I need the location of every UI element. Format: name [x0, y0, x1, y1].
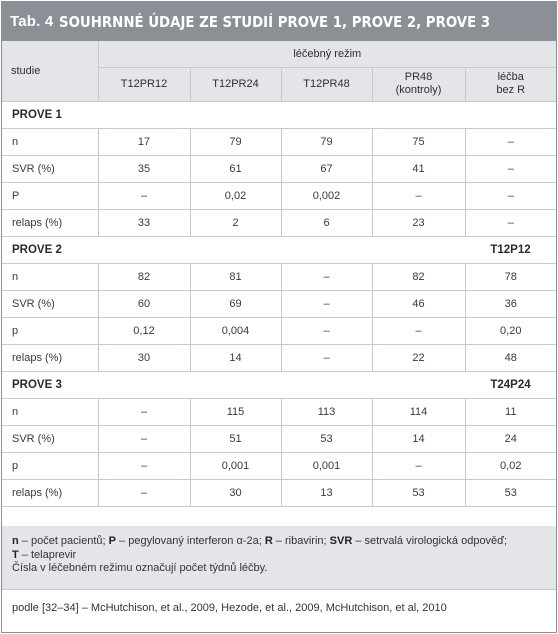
table-cell: 24: [465, 425, 556, 452]
header-arm-line1: T12PR48: [303, 77, 350, 90]
table-notes: [2, 526, 556, 590]
table-cell: 61: [190, 155, 281, 182]
table-cell: –: [98, 182, 190, 209]
table-row: [2, 182, 556, 209]
table-cell: 2: [190, 209, 281, 236]
header-arm-line1: T12PR24: [212, 77, 259, 90]
section-row: [2, 101, 556, 128]
header-arm-line2: bez R: [496, 84, 526, 96]
note-text: – ribavirin;: [272, 535, 330, 547]
table-cell: 36: [465, 290, 556, 317]
section-blank-cell: [372, 236, 465, 263]
row-label: n: [2, 263, 98, 290]
table-cell: –: [465, 209, 556, 236]
table-cell: 35: [98, 155, 190, 182]
section-blank-cell: [281, 236, 372, 263]
table-cell: 53: [281, 425, 372, 452]
note-key: T: [12, 548, 19, 561]
table-frame: [1, 1, 557, 633]
table-cell: –: [281, 317, 372, 344]
header-arm-line1: PR48: [404, 71, 433, 83]
table-cell: 33: [98, 209, 190, 236]
section-blank-cell: [281, 371, 372, 398]
row-label: SVR (%): [2, 290, 98, 317]
section-name: PROVE 1: [2, 101, 98, 128]
table-cell: 30: [98, 344, 190, 371]
table-cell: –: [281, 344, 372, 371]
table-cell: –: [372, 452, 465, 479]
table-row: [2, 209, 556, 236]
row-label: relaps (%): [2, 479, 98, 506]
table-cell: 75: [372, 128, 465, 155]
table-label: Tab. 4: [10, 13, 54, 30]
table-cell: 82: [372, 263, 465, 290]
note-text: – počet pacientů;: [18, 535, 109, 547]
table-cell: –: [465, 182, 556, 209]
table-cell: –: [98, 452, 190, 479]
table-row: [2, 398, 556, 425]
section-blank-cell: [98, 236, 190, 263]
row-label: n: [2, 128, 98, 155]
table-row: [2, 263, 556, 290]
row-label: SVR (%): [2, 425, 98, 452]
table-title-bar: [2, 2, 556, 41]
table-cell: 0,002: [281, 182, 372, 209]
table-cell: 0,02: [190, 182, 281, 209]
table-cell: 78: [465, 263, 556, 290]
table-cell: 46: [372, 290, 465, 317]
abbreviation-notes: [12, 535, 556, 562]
header-arm-line1: léčba: [497, 71, 524, 83]
table-cell: 0,001: [190, 452, 281, 479]
section-row: [2, 236, 556, 263]
table-row: [2, 344, 556, 371]
section-blank-cell: [372, 371, 465, 398]
data-table: [2, 41, 556, 507]
table-title: SOUHRNNÉ ÚDAJE ZE STUDIÍ PROVE 1, PROVE 2, PROVE 3: [59, 12, 491, 31]
table-row: [2, 155, 556, 182]
section-row: [2, 371, 556, 398]
header-arm: [465, 67, 556, 101]
row-label: n: [2, 398, 98, 425]
note-key: n: [12, 535, 19, 547]
table-row: [2, 317, 556, 344]
table-cell: 11: [465, 398, 556, 425]
table-cell: 14: [372, 425, 465, 452]
section-blank-cell: [190, 101, 281, 128]
table-cell: 115: [190, 398, 281, 425]
note-key: SVR: [329, 535, 353, 547]
header-regime: léčebný režim: [98, 41, 556, 67]
section-arm-label: T24P24: [465, 371, 556, 398]
row-label: P: [2, 182, 98, 209]
table-cell: –: [465, 155, 556, 182]
header-arm: [190, 67, 281, 101]
note-text: – setrvalá virologická odpověď;: [352, 535, 507, 547]
section-name: PROVE 2: [2, 236, 98, 263]
row-label: p: [2, 452, 98, 479]
table-cell: 82: [98, 263, 190, 290]
table-cell: 67: [281, 155, 372, 182]
table-cell: 48: [465, 344, 556, 371]
row-label: SVR (%): [2, 155, 98, 182]
table-cell: 0,004: [190, 317, 281, 344]
row-label: relaps (%): [2, 344, 98, 371]
table-cell: 51: [190, 425, 281, 452]
table-cell: 22: [372, 344, 465, 371]
table-cell: 69: [190, 290, 281, 317]
row-label: relaps (%): [2, 209, 98, 236]
table-cell: 0,001: [281, 452, 372, 479]
table-cell: 79: [190, 128, 281, 155]
table-cell: 17: [98, 128, 190, 155]
table-cell: 60: [98, 290, 190, 317]
table-cell: 81: [190, 263, 281, 290]
table-cell: –: [465, 128, 556, 155]
section-blank-cell: [372, 101, 465, 128]
header-arm: [281, 67, 372, 101]
table-cell: 6: [281, 209, 372, 236]
table-cell: 0,02: [465, 452, 556, 479]
table-cell: 41: [372, 155, 465, 182]
header-arm: [372, 67, 465, 101]
note-text: – telaprevir: [18, 548, 77, 561]
table-cell: –: [281, 263, 372, 290]
table-cell: 23: [372, 209, 465, 236]
table-cell: 0,12: [98, 317, 190, 344]
section-blank-cell: [190, 236, 281, 263]
table-cell: –: [372, 182, 465, 209]
table-cell: 114: [372, 398, 465, 425]
section-blank-cell: [98, 101, 190, 128]
header-arm-line2: (kontroly): [395, 84, 442, 96]
row-label: p: [2, 317, 98, 344]
table-cell: 79: [281, 128, 372, 155]
table-cell: –: [281, 290, 372, 317]
section-blank-cell: [281, 101, 372, 128]
table-row: [2, 479, 556, 506]
table-cell: 14: [190, 344, 281, 371]
table-row: [2, 290, 556, 317]
header-studie: studie: [2, 41, 98, 101]
header-arm: [98, 67, 190, 101]
table-row: [2, 425, 556, 452]
section-name: PROVE 3: [2, 371, 98, 398]
table-row: [2, 128, 556, 155]
table-row: [2, 452, 556, 479]
table-cell: 30: [190, 479, 281, 506]
table-cell: –: [98, 425, 190, 452]
note-key: R: [264, 535, 273, 547]
section-blank-cell: [190, 371, 281, 398]
table-source: podle [32–34] – McHutchison, et al., 2009, Hezode, et al., 2009, McHutchison, et al, 2010: [2, 591, 556, 632]
table-cell: 0,20: [465, 317, 556, 344]
note-text: – pegylovaný interferon α-2a;: [115, 535, 265, 547]
table-cell: 113: [281, 398, 372, 425]
section-arm-label: [465, 101, 556, 128]
table-cell: 13: [281, 479, 372, 506]
table-cell: 53: [465, 479, 556, 506]
notes-extra: Čísla v léčebném režimu označují počet týdnů léčby.: [12, 562, 268, 574]
header-arm-line1: T12PR12: [120, 77, 168, 90]
section-blank-cell: [98, 371, 190, 398]
table-cell: –: [372, 317, 465, 344]
note-key: P: [108, 535, 116, 547]
table-cell: –: [98, 479, 190, 506]
table-cell: –: [98, 398, 190, 425]
section-arm-label: T12P12: [465, 236, 556, 263]
table-cell: 53: [372, 479, 465, 506]
